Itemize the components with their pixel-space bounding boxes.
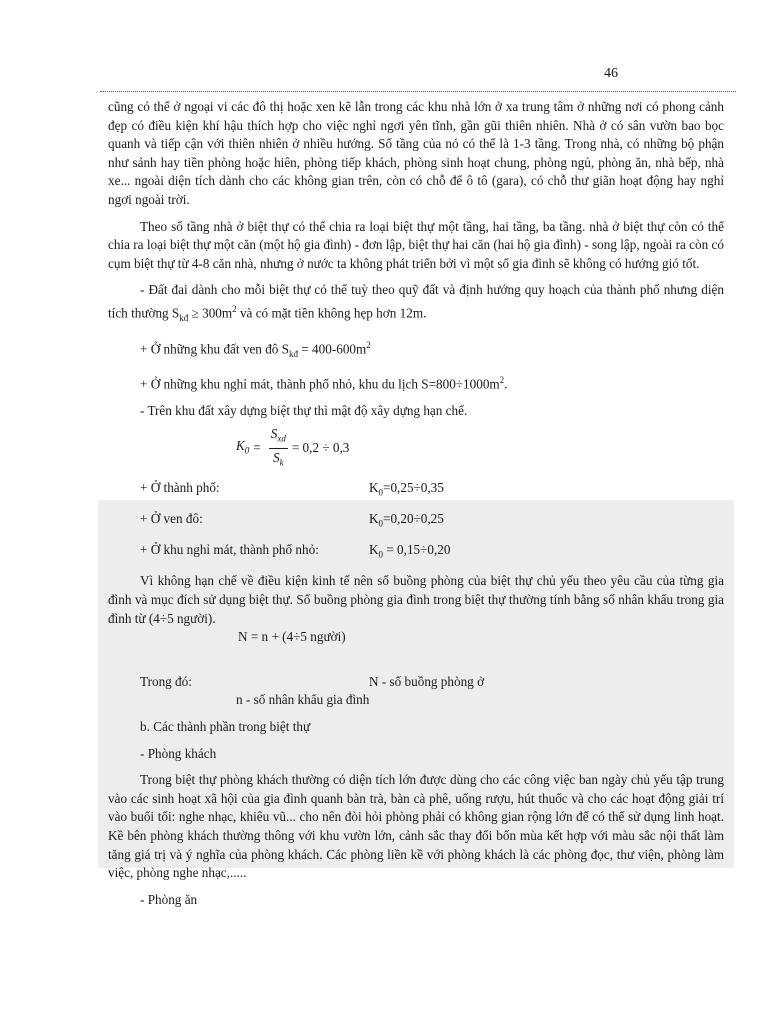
header-rule xyxy=(100,91,736,92)
where-def-N: N - số buồng phòng ở xyxy=(369,673,485,689)
section-b-heading: b. Các thành phần trong biệt thự xyxy=(140,719,311,735)
land-text-mid: ≥ 300m xyxy=(188,305,233,321)
floors-paragraph: Theo số tầng nhà ở biệt thự có thể chia ra loại biệt thự một tầng, hai tầng, ba tầng. nhà ở biệt thự còn có thể chia ra loại biệt thự một căn (một hộ gia đình) - đơn lập, biệt thự hai căn (hai hộ gia đình) - song lập, ngoài ra còn có cụm biệt thự từ 4-8 căn nhà, nhưng ở nước ta không phát triển bởi vì một số gia đình sẽ không có hướng gió tốt. xyxy=(108,218,724,271)
formula-lhs xyxy=(236,437,249,460)
numerator-symbol: S xyxy=(270,426,278,442)
where-block xyxy=(108,673,724,692)
density-row-city xyxy=(108,479,724,502)
density-row-resort xyxy=(108,541,724,564)
land-subscript: kđ xyxy=(179,312,189,323)
land-text-end: và có mặt tiền không hẹp hơn 12m. xyxy=(236,305,427,321)
formula-lhs-sub: 0 xyxy=(244,445,250,456)
denominator-sub: k xyxy=(279,457,284,468)
land-text-start: - Đất đai dành cho mỗi biệt thự có thể tuỳ theo quỹ đất và định hướng quy hoạch của thành phố nhưng diện tích thường S xyxy=(108,282,724,321)
resort-text: + Ở những khu nghỉ mát, thành phố nhỏ, khu du lịch S=800÷1000m xyxy=(140,376,500,392)
denominator-symbol: S xyxy=(272,450,280,466)
resort-item xyxy=(108,371,724,394)
density-intro: - Trên khu đất xây dựng biệt thự thì mật độ xây dựng hạn chế. xyxy=(140,403,468,419)
formula-rhs: = 0,2 ÷ 0,3 xyxy=(291,440,350,456)
formula-denominator xyxy=(271,449,286,472)
rooms-paragraph: Vì không hạn chế về điều kiện kinh tế nên số buồng phòng của biệt thự chủ yếu theo yêu cầu của từng gia đình và mục đích sử dụng biệt thự. Số buồng phòng gia đình trong biệt thự thường tính bằng số nhân khẩu trong gia đình từ (4÷5 người). xyxy=(108,573,724,626)
living-room-paragraph: Trong biệt thự phòng khách thường có diện tích lớn được dùng cho các công việc ban ngày chủ yếu tập trung vào các sinh hoạt xã hội của gia đình quanh bàn trà, bàn cà phê, uống rượu, hút thuốc và cho các hoạt động giải trí vào buổi tối: nghe nhạc, khiêu vũ... cho nên đòi hỏi phòng phải có không gian rộng lớn để có thể sử dụng linh hoạt. Kề bên phòng khách thường thông với khu vườn lớn, cảnh sắc thay đổi bốn mùa kết hợp với màu sắc nội thất làm tăng giá trị và ý nghĩa của phòng khách. Các phòng liền kề với phòng khách là các phòng đọc, thư viện, phòng làm việc, phòng nghe nhạc,..... xyxy=(108,772,724,881)
density-label: + Ở thành phố: xyxy=(140,479,220,495)
rooms-equation: N = n + (4÷5 người) xyxy=(238,629,346,645)
land-superscript: 2 xyxy=(232,303,237,314)
formula-equals: = xyxy=(253,440,261,456)
formula-lhs-symbol: K xyxy=(236,438,245,454)
density-formula xyxy=(108,427,724,471)
suburban-value: = 400-600m xyxy=(298,340,367,356)
density-value: $K_0 = 0,15\div 0,20$ xyxy=(369,542,451,560)
density-label: + Ở ven đô: xyxy=(140,511,203,526)
numerator-sub: xd xyxy=(277,433,286,444)
density-label: + Ở khu nghỉ mát, thành phố nhỏ: xyxy=(140,542,319,558)
density-row-suburban xyxy=(108,510,724,533)
page-body xyxy=(108,98,724,909)
formula-numerator xyxy=(269,425,288,449)
page-number: 46 xyxy=(604,66,618,81)
density-value: $K_0=0,20\div 0,25$ xyxy=(369,511,444,529)
dining-room-heading: - Phòng ăn xyxy=(140,891,198,907)
where-def-n: n - số nhân khẩu gia đình xyxy=(236,692,370,708)
living-room-heading: - Phòng khách xyxy=(140,745,217,761)
suburban-item xyxy=(108,336,724,364)
intro-paragraph: cũng có thể ở ngoại vi các đô thị hoặc xen kẽ lẫn trong các khu nhà lớn ở xa trung tâm ở những nơi có phong cảnh đẹp có điều kiện khí hậu thích hợp cho việc nghỉ ngơi yên tĩnh, gần gũi thiên nhiên. Nhà ở có sân vườn bao bọc quanh và tiếp cận với thiên nhiên ở nhiều hướng. Số tầng của nó có thể là 1-3 tầng. Trong nhà, có những bộ phận như sảnh hay tiền phòng hoặc hiên, phòng tiếp khách, phòng sinh hoạt chung, phòng ngủ, phòng ăn, nhà bếp, nhà xe... ngoài diện tích dành cho các không gian trên, còn có chỗ để ô tô (gara), có chỗ thư giãn hoạt động hay nghỉ ngơi ngoài trời. xyxy=(108,99,724,207)
density-value: $K_0=0,25\div 0,35$ xyxy=(369,479,444,498)
resort-superscript: 2 xyxy=(499,375,505,386)
suburban-text: + Ở những khu đất ven đô S xyxy=(140,340,290,356)
resort-end: . xyxy=(504,376,508,392)
where-label: Trong đó: xyxy=(140,673,192,689)
suburban-subscript: kđ xyxy=(289,348,299,359)
land-area-paragraph xyxy=(108,281,724,327)
formula-fraction xyxy=(269,425,288,472)
suburban-superscript: 2 xyxy=(366,339,371,350)
